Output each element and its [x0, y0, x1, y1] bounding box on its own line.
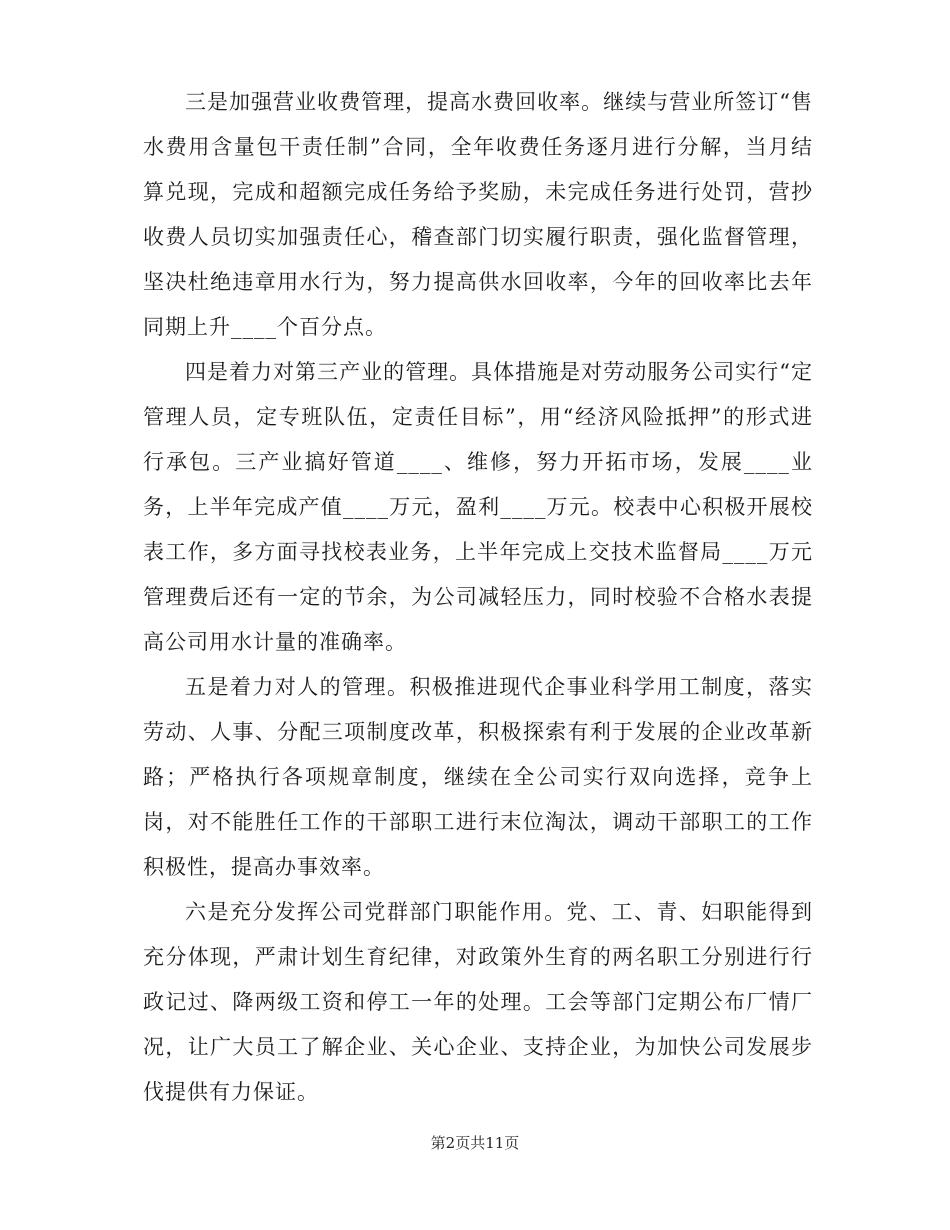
document-body	[143, 80, 813, 1115]
page-number-footer: 第2页共11页	[430, 1134, 520, 1152]
paragraph-5-personnel-management: 五是着力对人的管理。积极推进现代企事业科学用工制度，落实劳动、人事、分配三项制度改革，积极探索有利于发展的企业改革新路；严格执行各项规章制度，继续在全公司实行双向选择，竞争上岗，对不能胜任工作的干部职工进行末位淘汰，调动干部职工的工作积极性，提高办事效率。	[143, 675, 813, 879]
paragraph-6-party-groups: 六是充分发挥公司党群部门职能作用。党、工、青、妇职能得到充分体现，严肃计划生育纪律，对政策外生育的两名职工分别进行行政记过、降两级工资和停工一年的处理。工会等部门定期公布厂情厂况，让广大员工了解企业、关心企业、支持企业，为加快公司发展步伐提供有力保证。	[143, 900, 813, 1104]
paragraph-4-tertiary-industry: 四是着力对第三产业的管理。具体措施是对劳动服务公司实行“定管理人员，定专班队伍，定责任目标”，用“经济风险抵押”的形式进行承包。三产业搞好管道____、维修，努力开拓市场，发展____业务，上半年完成产值____万元，盈利____万元。校表中心积极开展校表工作，多方面寻找校表业务，上半年完成上交技术监督局____万元管理费后还有一定的节余，为公司减轻压力，同时校验不合格水表提高公司用水计量的准确率。	[143, 360, 813, 654]
paragraph-3-revenue-management: 三是加强营业收费管理，提高水费回收率。继续与营业所签订“售水费用含量包干责任制”合同，全年收费任务逐月进行分解，当月结算兑现，完成和超额完成任务给予奖励，未完成任务进行处罚，营抄收费人员切实加强责任心，稽查部门切实履行职责，强化监督管理，坚决杜绝违章用水行为，努力提高供水回收率，今年的回收率比去年同期上升____个百分点。	[143, 90, 813, 339]
